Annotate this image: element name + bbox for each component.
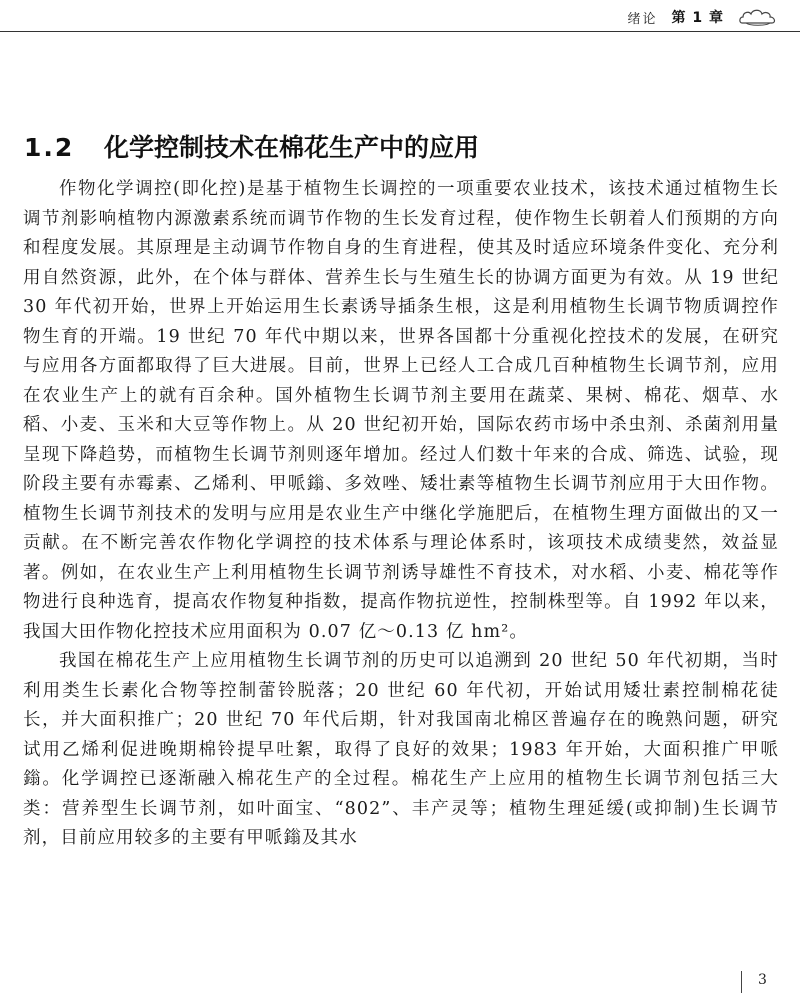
page-number: 3 [758, 972, 767, 988]
header-section-label: 绪论 [627, 11, 658, 27]
section-heading [24, 128, 784, 164]
header-rule [0, 31, 800, 32]
paragraph: 作物化学调控(即化控)是基于植物生长调控的一项重要农业技术，该技术通过植物生长调节剂影响植物内源激素系统而调节作物的生长发育过程，使作物生长朝着人们预期的方向和程度发展。其原理是主动调节作物自身的生育进程，使其及时适应环境条件变化、充分利用自然资源，此外，在个体与群体、营养生长与生殖生长的协调方面更为有效。从 19 世纪 30 年代初开始，世界上开始运用生长素诱导插条生根，这是利用植物生长调节物质调控作物生育的开端。19 世纪 70 年代中期以来，世界各国都十分重视化控技术的发展，在研究与应用各方面都取得了巨大进展。目前，世界上已经人工合成几百种植物生长调节剂，应用在农业生产上的就有百余种。国外植物生长调节剂主要用在蔬菜、果树、棉花、烟草、水稻、小麦、玉米和大豆等作物上。从 20 世纪初开始，国际农药市场中杀虫剂、杀菌剂用量呈现下降趋势，而植物生长调节剂则逐年增加。经过人们数十年来的合成、筛选、试验，现阶段主要有赤霉素、乙烯利、甲哌鎓、多效唑、矮壮素等植物生长调节剂应用于大田作物。植物生长调节剂技术的发明与应用是农业生产中继化学施肥后，在植物生理方面做出的又一贡献。在不断完善农作物化学调控的技术体系与理论体系时，该项技术成绩斐然，效益显著。例如，在农业生产上利用植物生长调节剂诱导雄性不育技术，对水稻、小麦、棉花等作物进行良种选育，提高农作物复种指数，提高作物抗逆性，控制株型等。自 1992 年以来，我国大田作物化控技术应用面积为 0.07 亿～0.13 亿 hm²。 [23, 179, 779, 642]
body-text [23, 175, 779, 854]
section-number: 1.2 [24, 132, 75, 162]
running-header [627, 4, 778, 30]
section-title: 化学控制技术在棉花生产中的应用 [104, 132, 480, 162]
cotton-boll-icon [738, 5, 778, 29]
paragraph: 我国在棉花生产上应用植物生长调节剂的历史可以追溯到 20 世纪 50 年代初期，当时利用类生长素化合物等控制蕾铃脱落；20 世纪 60 年代初，开始试用矮壮素控制棉花徒长，并大面积推广；20 世纪 70 年代后期，针对我国南北棉区普遍存在的晚熟问题，研究试用乙烯利促进晚期棉铃提早吐絮，取得了良好的效果；1983 年开始，大面积推广甲哌鎓。化学调控已逐渐融入棉花生产的全过程。棉花生产上应用的植物生长调节剂包括三大类：营养型生长调节剂，如叶面宝、“802”、丰产灵等；植物生理延缓(或抑制)生长调节剂，目前应用较多的主要有甲哌鎓及其水 [23, 651, 779, 848]
header-chapter-label: 第 1 章 [671, 10, 724, 26]
footer-rule [741, 971, 742, 993]
